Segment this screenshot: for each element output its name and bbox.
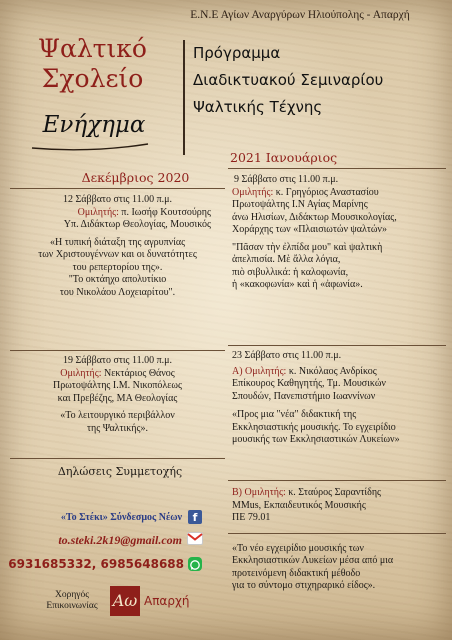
email-link[interactable]: to.steki.2k19@gmail.com: [58, 533, 182, 547]
january-divider-3: [228, 480, 446, 481]
seminar-title-line1: Πρόγραμμα: [193, 44, 281, 62]
december-divider-2: [10, 350, 225, 351]
session-date: 23 Σάββατο στις 11.00 π.μ.: [232, 350, 342, 361]
topic-line: Εκκλησιαστικής μουσικής. Το εγχειρίδιο: [232, 421, 396, 433]
sponsor-label: [40, 590, 104, 612]
speaker-a-title: Σπουδών, Πανεπιστήμιο Ιωαννίνων: [232, 390, 376, 402]
whatsapp-icon[interactable]: [188, 557, 202, 571]
speaker-label: Ομιλητής:: [232, 186, 274, 198]
speaker-a-line: [228, 366, 448, 379]
topic-line: του Νικολάου Λοχειαρίτου".: [59, 286, 176, 298]
december-divider-3: [10, 458, 225, 459]
brand-name: Ενήχημα: [42, 112, 146, 138]
speaker-a-title: Επίκουρος Καθηγητής, Τμ. Μουσικών: [232, 378, 386, 389]
session-date: 12 Σάββατο στις 11.00 π.μ.: [62, 194, 173, 205]
topic-line: των Χριστουγέννων και οι δυνατότητες: [38, 249, 197, 260]
topic-line: ἀπελπισία. Μὲ ἄλλα λόγια,: [232, 254, 341, 265]
speaker-line: [10, 207, 225, 220]
topic-line: «Προς μια "νέα" διδακτική της: [232, 409, 357, 420]
december-divider: [10, 188, 225, 189]
speaker-b-label: Β) Ομιλητής:: [232, 487, 286, 498]
seminar-title: [193, 40, 448, 121]
school-name: [20, 34, 165, 94]
january-divider-4: [228, 533, 446, 534]
topic-line: πιὸ σιβυλλικά: ἡ καλοφωνία,: [232, 266, 349, 278]
speaker-name: Νεκτάριος Θάνος: [103, 367, 175, 379]
session-date: 19 Σάββατο στις 11.00 π.μ.: [62, 355, 173, 366]
topic-line: της Ψαλτικής».: [87, 422, 148, 434]
topic-line: «Το λειτουργικό περιβάλλον: [60, 410, 175, 421]
speaker-b-line: [228, 487, 448, 500]
speaker-title: Υπ. Διδάκτωρ Θεολογίας, Μουσικός: [63, 219, 211, 230]
sponsor-label-line2: Επικοινωνίας: [46, 601, 98, 611]
topic-line: «Η τυπική διάταξη της αγρυπνίας: [49, 236, 186, 248]
january-session-1: [228, 174, 448, 292]
registration-heading: Δηλώσεις Συμμετοχής: [57, 465, 183, 478]
january-session-2: [228, 350, 448, 447]
swoosh-ornament: [30, 140, 160, 152]
speaker-label: Ομιλητής:: [60, 367, 102, 379]
topic-line: του ρεπερτορίου της».: [72, 261, 163, 273]
speaker-a-label: Α) Ομιλητής:: [232, 365, 287, 377]
topic-line: "Το οκτάηχο απολυτίκιο: [68, 274, 167, 285]
organization-header: Ε.Ν.Ε Αγίων Αναργύρων Ηλιούπολης - Απαρχή: [190, 9, 410, 21]
sponsor-logo: Αω: [110, 586, 140, 616]
speaker-name: κ. Γρηγόριος Αναστασίου: [275, 186, 379, 198]
seminar-title-line2: Διαδικτυακού Σεμιναρίου: [193, 71, 384, 89]
speaker-b-title: ΠΕ 79.01: [232, 512, 271, 523]
title-divider: [183, 40, 185, 155]
speaker-b-title: MMus, Εκπαιδευτικός Μουσικής: [232, 499, 366, 511]
speaker-a-name: κ. Νικόλαος Ανδρίκος: [288, 365, 377, 377]
topic-line: "Πᾶσαν τὴν ἐλπίδα μου" καὶ ψαλτικὴ: [232, 241, 383, 253]
facebook-icon[interactable]: f: [188, 510, 202, 524]
seminar-title-line3: Ψαλτικής Τέχνης: [193, 98, 323, 116]
january-divider-2: [228, 345, 446, 346]
december-session-2: [10, 355, 225, 435]
speaker-title: άνω Ηλισίων, Διδάκτωρ Μουσικολογίας,: [232, 211, 397, 223]
december-session-1: [10, 194, 225, 299]
facebook-link[interactable]: «Το Στέκι» Σύνδεσμος Νέων: [60, 512, 182, 523]
sponsor-label-line1: Χορηγός: [54, 590, 90, 600]
topic-line: ἡ «κακοφωνία» καὶ ἡ «ἀφωνία».: [232, 279, 363, 290]
speaker-label: Ομιλητής:: [77, 206, 119, 218]
speaker-title: Χοράρχης των «Πλαισιωτών ψαλτών»: [232, 224, 387, 235]
speaker-title: Πρωτοψάλτης Ι.Ν Αγίας Μαρίνης: [232, 199, 368, 210]
speaker-line: [228, 187, 448, 200]
school-name-line2: Σχολείο: [41, 64, 144, 93]
sponsor-name: Απαρχή: [144, 594, 190, 608]
topic-line: μουσικής των Εκκλησιαστικών Λυκείων»: [232, 434, 400, 445]
topic-line: για το σύντομο στιχηραρικό είδος».: [232, 580, 376, 591]
topic-line: «Το νέο εγχειρίδιο μουσικής των: [232, 542, 364, 554]
phone-numbers[interactable]: 6931685332, 6985648688: [8, 557, 184, 571]
school-name-line1: Ψαλτικό: [38, 34, 147, 63]
topic-line: προτεινόμενη διδακτική μέθοδο: [232, 567, 361, 579]
january-heading: 2021 Ιανουάριος: [230, 150, 338, 165]
december-heading: Δεκέμβριος 2020: [81, 170, 190, 185]
gmail-icon[interactable]: [187, 532, 203, 545]
whatsapp-glyph-icon: [188, 558, 202, 572]
speaker-line: [10, 368, 225, 381]
speaker-b-name: κ. Σταύρος Σαραντίδης: [288, 487, 382, 498]
topic-line: Εκκλησιαστικών Λυκείων μέσα από μια: [232, 555, 394, 566]
speaker-name: π. Ιωσήφ Κουτσούρης: [121, 206, 211, 218]
january-session-2b: [228, 487, 448, 593]
january-divider: [228, 168, 446, 169]
speaker-title: Πρωτοψάλτης Ι.Μ. Νικοπόλεως: [53, 380, 182, 391]
session-date: 9 Σάββατο στις 11.00 π.μ.: [234, 174, 339, 185]
speaker-title: και Πρεβέζης, ΜΑ Θεολογίας: [57, 392, 178, 404]
